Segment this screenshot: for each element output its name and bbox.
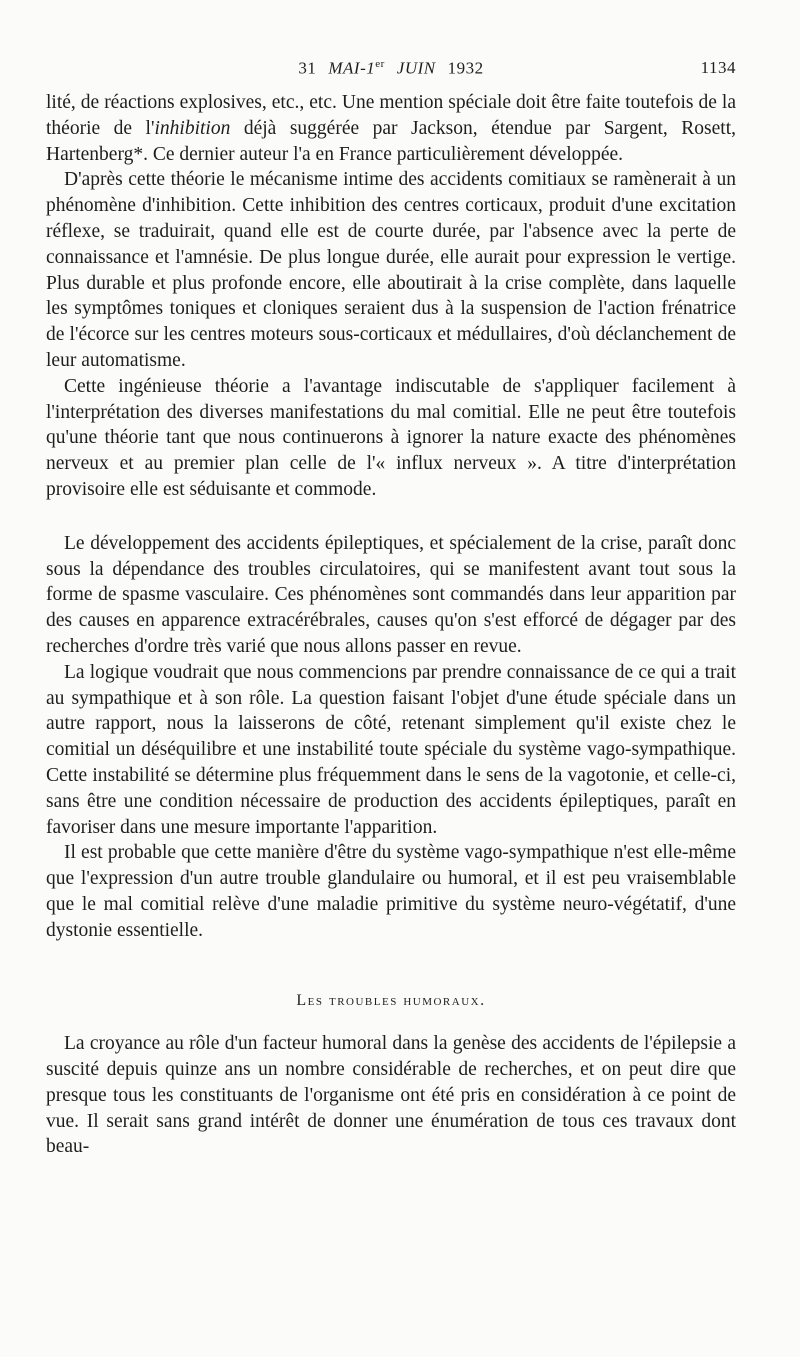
section-heading: Les troubles humoraux. <box>296 991 486 1009</box>
paragraph-2: D'après cette théorie le mécanisme intime des accidents comitiaux se ramènerait à un phénomène d'inhibition. Cette inhibition des centres corticaux, produit d'une excitation réflexe, se traduirait, quand elle est de courte durée, par l'absence avec la perte de connaissance et l'amnésie. De plus longue durée, elle aurait pour expression le vertige. Plus durable et plus profonde encore, elle aboutirait à la crise complète, dans laquelle les symptômes toniques et cloniques seraient dus à la suspension de l'action frénatrice de l'écorce sur les centres moteurs sous-corticaux et médullaires, d'où déclanchement de leur automatisme. <box>46 169 736 371</box>
date-year: 1932 <box>447 58 484 78</box>
paragraph-gap <box>46 503 736 531</box>
body-text <box>46 90 736 1160</box>
date-month-1: MAI-1 <box>328 58 376 78</box>
paragraph-7: La croyance au rôle d'un facteur humoral dans la genèse des accidents de l'épilepsie a suscité depuis quinze ans un nombre considérable de recherches, et on peut dire que presque tous les constituants de l'organisme ont été pris en considération à ce point de vue. Il serait sans grand intérêt de donner une énumération de tous ces travaux dont beau- <box>46 1033 736 1158</box>
date-day: 31 <box>298 58 317 78</box>
paragraph-1-emphasis: inhibition <box>154 117 231 139</box>
paragraph-5: La logique voudrait que nous commencions par prendre connaissance de ce qui a trait au sympathique et à son rôle. La question faisant l'objet d'une étude spéciale dans un autre rapport, nous la laisserons de côté, retenant simplement qu'il existe chez le comitial un déséquilibre et une instabilité toute spéciale du système vago-sympathique. Cette instabilité se détermine plus fréquemment dans le sens de la vagotonie, et celle-ci, sans être une condition nécessaire de production des accidents épileptiques, paraît en favoriser dans une mesure importante l'apparition. <box>46 661 736 838</box>
paragraph-1-text-b: déjà suggérée par Jackson, étendue par Sargent, Rosett, Hartenberg*. Ce dernier auteur l'a en France particulièrement développée. <box>46 117 736 165</box>
running-head-date <box>46 58 736 79</box>
paragraph-6: Il est probable que cette manière d'être du système vago-sympathique n'est elle-même que l'expression d'un autre trouble glandulaire ou humoral, et il est peu vraisemblable que le mal comitial relève d'une maladie primitive du système neuro-végétatif, d'une dystonie essentielle. <box>46 842 736 941</box>
paragraph-3: Cette ingénieuse théorie a l'avantage indiscutable de s'appliquer facilement à l'interprétation des diverses manifestations du mal comitial. Elle ne peut être toutefois qu'une théorie tant que nous continuerons à ignorer la nature exacte des phénomènes nerveux et au premier plan celle de l'« influx nerveux ». A titre d'interprétation provisoire elle est séduisante et commode. <box>46 375 736 500</box>
date-superscript: er <box>375 58 385 70</box>
date-month-2: JUIN <box>396 58 436 78</box>
page-number: 1134 <box>700 58 736 77</box>
paragraph-1 <box>46 90 736 167</box>
running-head <box>46 58 736 82</box>
paragraph-1-text-a: lité, de réactions explosives, etc., etc. Une mention spéciale doit être faite toutefois de la théorie de l' <box>46 92 736 139</box>
paragraph-4: Le développement des accidents épileptiques, et spécialement de la crise, paraît donc sous la dépendance des troubles circulatoires, qui se manifestent avant tout sous la forme de spasme vasculaire. Ces phénomènes sont commandés dans leur apparition par des causes en apparence extracérébrales, causes qu'on s'est efforcé de dégager par des recherches d'ordre très varié que nous allons passer en revue. <box>46 532 736 657</box>
